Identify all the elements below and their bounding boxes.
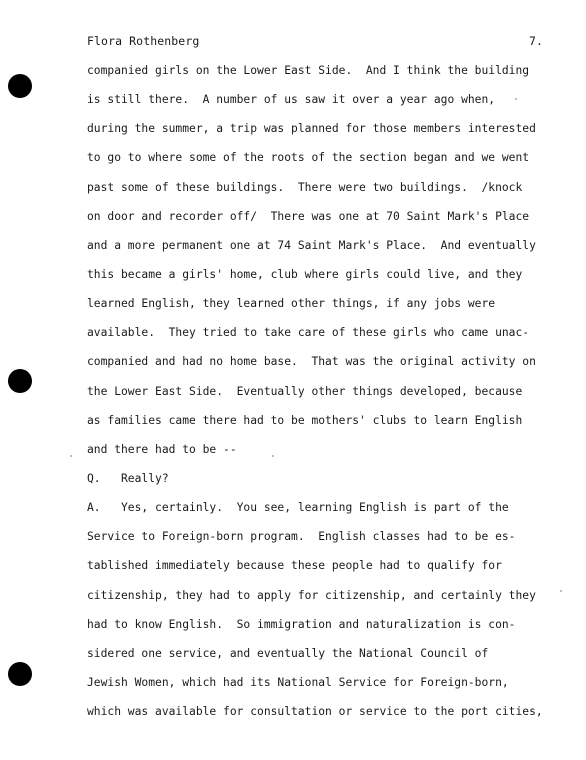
- transcript-line: available. They tried to take care of these girls who came unac-: [87, 326, 530, 340]
- question-line: Q. Really?: [87, 471, 169, 485]
- transcript-line: past some of these buildings. There were two buildings. /knock: [87, 180, 523, 194]
- transcript-line: the Lower East Side. Eventually other things developed, because: [87, 384, 523, 398]
- transcript-line: as families came there had to be mothers' clubs to learn English: [87, 413, 523, 427]
- binder-hole-bottom: [8, 662, 32, 686]
- transcript-line: and a more permanent one at 74 Saint Mark's Place. And eventually: [87, 238, 536, 252]
- transcript-body: [87, 62, 557, 732]
- paper-speck: [70, 455, 72, 457]
- transcript-line: companied and had no home base. That was the original activity on: [87, 355, 536, 369]
- transcript-line: sidered one service, and eventually the National Council of: [87, 646, 489, 660]
- binder-hole-top: [8, 74, 32, 98]
- transcript-line: companied girls on the Lower East Side. And I think the building: [87, 64, 530, 77]
- transcript-line: and there had to be --: [87, 442, 237, 456]
- transcript-line: tablished immediately because these people had to qualify for: [87, 559, 502, 573]
- transcript-line: Jewish Women, which had its National Service for Foreign-born,: [87, 675, 509, 689]
- paper-speck: [515, 98, 517, 100]
- transcript-line: which was available for consultation or service to the port cities,: [87, 705, 543, 719]
- transcript-line: during the summer, a trip was planned for those members interested: [87, 122, 536, 136]
- paper-speck: [560, 590, 562, 592]
- paper-speck: [272, 455, 274, 457]
- answer-line: A. Yes, certainly. You see, learning English is part of the: [87, 501, 509, 515]
- header-interviewee-name: Flora Rothenberg: [87, 34, 200, 48]
- transcript-line: this became a girls' home, club where girls could live, and they: [87, 267, 523, 281]
- transcript-line: on door and recorder off/ There was one at 70 Saint Mark's Place: [87, 209, 530, 223]
- binder-hole-middle: [8, 369, 32, 393]
- transcript-line: is still there. A number of us saw it over a year ago when,: [87, 93, 496, 107]
- transcript-line: citizenship, they had to apply for citizenship, and certainly they: [87, 588, 536, 602]
- transcript-line: had to know English. So immigration and naturalization is con-: [87, 617, 516, 631]
- transcript-line: Service to Foreign-born program. English classes had to be es-: [87, 530, 516, 544]
- transcript-line: to go to where some of the roots of the section began and we went: [87, 151, 530, 165]
- transcript-line: learned English, they learned other things, if any jobs were: [87, 297, 496, 311]
- page-number: 7.: [529, 34, 544, 48]
